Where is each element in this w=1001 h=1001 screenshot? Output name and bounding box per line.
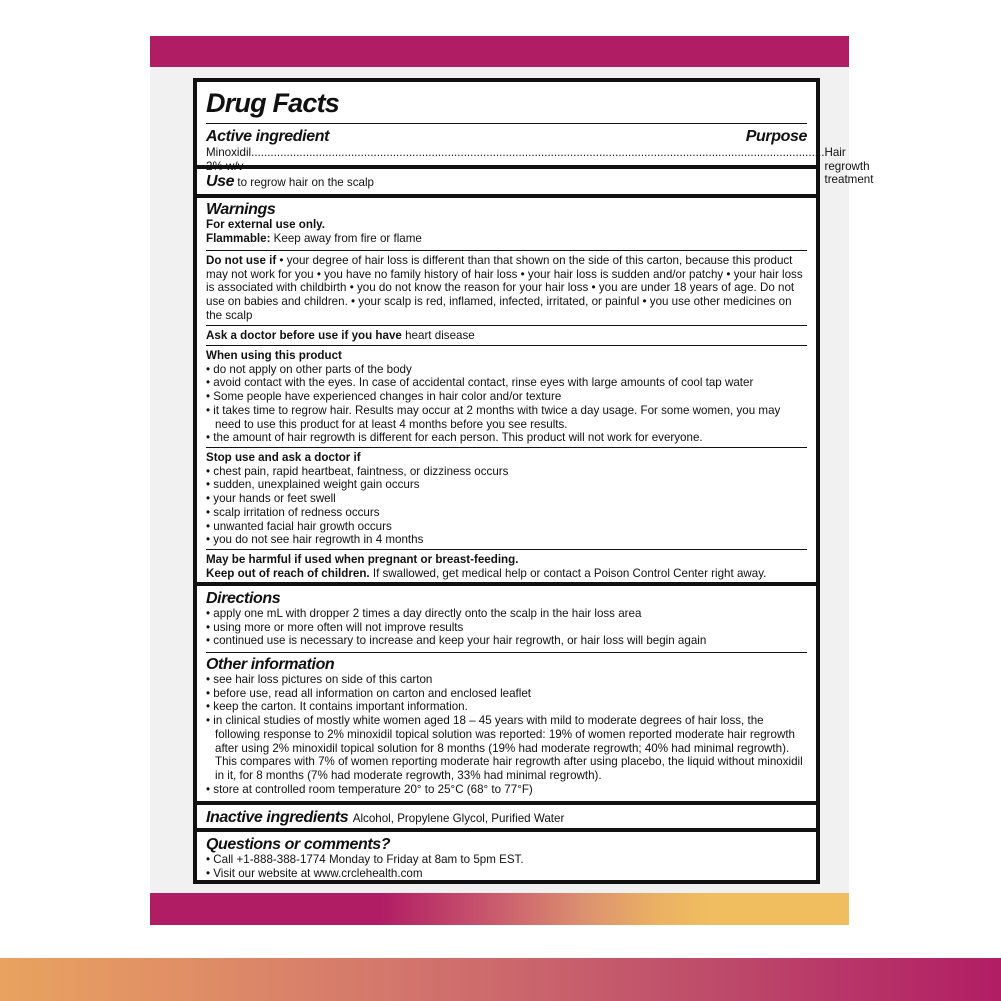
leader-dots: .................................................................................................................................................................................. xyxy=(251,146,825,159)
ask-doctor-text: heart disease xyxy=(401,329,475,342)
directions-heading: Directions xyxy=(206,590,281,607)
stop-use-section xyxy=(197,451,816,547)
section-divider xyxy=(197,165,816,169)
when-using-heading: When using this product xyxy=(206,349,342,362)
active-ingredient-name: Minoxidil xyxy=(206,146,252,159)
active-ingredient-heading: Active ingredient xyxy=(206,128,330,145)
list-item: • avoid contact with the eyes. In case of accidental contact, rinse eyes with large amounts of cool tap water xyxy=(206,376,754,390)
flammable-label: Flammable: xyxy=(206,231,271,245)
do-not-use-text: • your degree of hair loss is different than that shown on the side of this carton, because this product may not work for you • you have no family history of hair loss • your hair loss is sudden and/or patchy • your hair loss is associated with childbirth • you do not know the reason for your hair loss • you are under 18 years of age. Do not use on babies and children. • your scalp is red, inflamed, infected, irritated, or painful • you use other medicines on the scalp xyxy=(206,254,803,322)
list-item: • chest pain, rapid heartbeat, faintness, or dizziness occurs xyxy=(206,464,509,478)
warnings-heading: Warnings xyxy=(206,201,276,218)
inactive-ingredients-heading: Inactive ingredients xyxy=(206,809,349,826)
section-divider xyxy=(197,801,816,805)
list-item: • continued use is necessary to increase and keep your hair regrowth, or hair loss will begin again xyxy=(206,634,707,648)
divider xyxy=(206,345,807,346)
use-section xyxy=(197,173,816,191)
other-information-section xyxy=(197,657,816,796)
carton-top-stripe xyxy=(150,36,849,67)
section-divider xyxy=(197,828,816,832)
pregnancy-warning: May be harmful if used when pregnant or breast-feeding. xyxy=(206,553,519,566)
stop-use-heading: Stop use and ask a doctor if xyxy=(206,451,361,464)
list-item: • scalp irritation of redness occurs xyxy=(206,505,380,519)
use-heading: Use xyxy=(206,173,235,190)
list-item: • you do not see hair regrowth in 4 months xyxy=(206,533,424,547)
list-item: • Visit our website at www.crclehealth.com xyxy=(206,866,423,880)
ask-doctor-section xyxy=(197,329,816,343)
list-item: • apply one mL with dropper 2 times a day directly onto the scalp in the hair loss area xyxy=(206,607,642,620)
warnings-section xyxy=(197,202,816,245)
drug-facts-panel xyxy=(193,78,874,884)
active-ingredient-purpose: Hair regrowth treatment xyxy=(824,146,874,187)
do-not-use-section xyxy=(197,254,816,323)
divider xyxy=(206,652,807,653)
ask-doctor-label: Ask a doctor before use if you have xyxy=(206,329,402,342)
questions-heading: Questions or comments? xyxy=(206,836,391,853)
keep-out-label: Keep out of reach of children. xyxy=(206,566,370,580)
directions-section xyxy=(197,591,816,648)
purpose-heading: Purpose xyxy=(745,128,807,145)
divider xyxy=(206,250,807,251)
divider xyxy=(206,447,807,448)
list-item: • using more or more often will not improve results xyxy=(206,620,464,634)
list-item: • see hair loss pictures on side of this carton xyxy=(206,673,433,686)
list-item: • unwanted facial hair growth occurs xyxy=(206,519,392,533)
list-item: • keep the carton. It contains important information. xyxy=(206,700,468,714)
use-text: to regrow hair on the scalp xyxy=(234,176,375,189)
list-item: • store at controlled room temperature 20° to 25°C (68° to 77°F) xyxy=(206,782,533,796)
do-not-use-label: Do not use if xyxy=(206,254,277,267)
list-item: • the amount of hair regrowth is different for each person. This product will not work for everyone. xyxy=(206,431,703,445)
flammable-text: Keep away from fire or flame xyxy=(270,231,422,245)
pregnancy-section xyxy=(197,553,816,580)
drug-facts-header xyxy=(197,88,816,118)
divider xyxy=(206,325,807,326)
questions-section xyxy=(197,837,816,880)
carton-bottom-stripe xyxy=(150,893,849,925)
divider xyxy=(206,549,807,550)
section-divider xyxy=(197,194,816,198)
inactive-ingredients-section xyxy=(197,809,816,827)
bottom-gradient-band xyxy=(0,958,1001,1001)
external-use-warning: For external use only. xyxy=(206,218,325,231)
list-item: • sudden, unexplained weight gain occurs xyxy=(206,478,420,492)
divider xyxy=(206,123,807,124)
list-item: • before use, read all information on carton and enclosed leaflet xyxy=(206,686,532,700)
section-divider xyxy=(197,582,816,586)
list-item: • Some people have experienced changes in hair color and/or texture xyxy=(206,390,562,404)
list-item: • in clinical studies of mostly white women aged 18 – 45 years with mild to moderate degrees of hair loss, the following response to 2% minoxidil topical solution was reported: 19% of women reported moderate hair regrowth after using 2% minoxidil topical solution for 8 months (19% had moderate regrowth; 40% had minimal regrowth). This compares with 7% of women reporting moderate hair regrowth after using placebo, the liquid without minoxidil in it, for 8 months (7% had moderate regrowth, 33% had minimal regrowth). xyxy=(206,714,803,782)
list-item: • Call +1-888-388-1774 Monday to Friday at 8am to 5pm EST. xyxy=(206,853,524,866)
list-item: • it takes time to regrow hair. Results may occur at 2 months with twice a day usage. For some women, you may need to use this product for at least 4 months before you see results. xyxy=(206,403,781,431)
list-item: • your hands or feet swell xyxy=(206,492,336,506)
list-item: • do not apply on other parts of the body xyxy=(206,362,412,376)
other-information-heading: Other information xyxy=(206,656,335,673)
page-title: Drug Facts xyxy=(206,88,340,118)
when-using-section xyxy=(197,349,816,445)
keep-out-text: If swallowed, get medical help or contact a Poison Control Center right away. xyxy=(369,566,767,580)
inactive-ingredients-text: Alcohol, Propylene Glycol, Purified Water xyxy=(352,812,565,825)
